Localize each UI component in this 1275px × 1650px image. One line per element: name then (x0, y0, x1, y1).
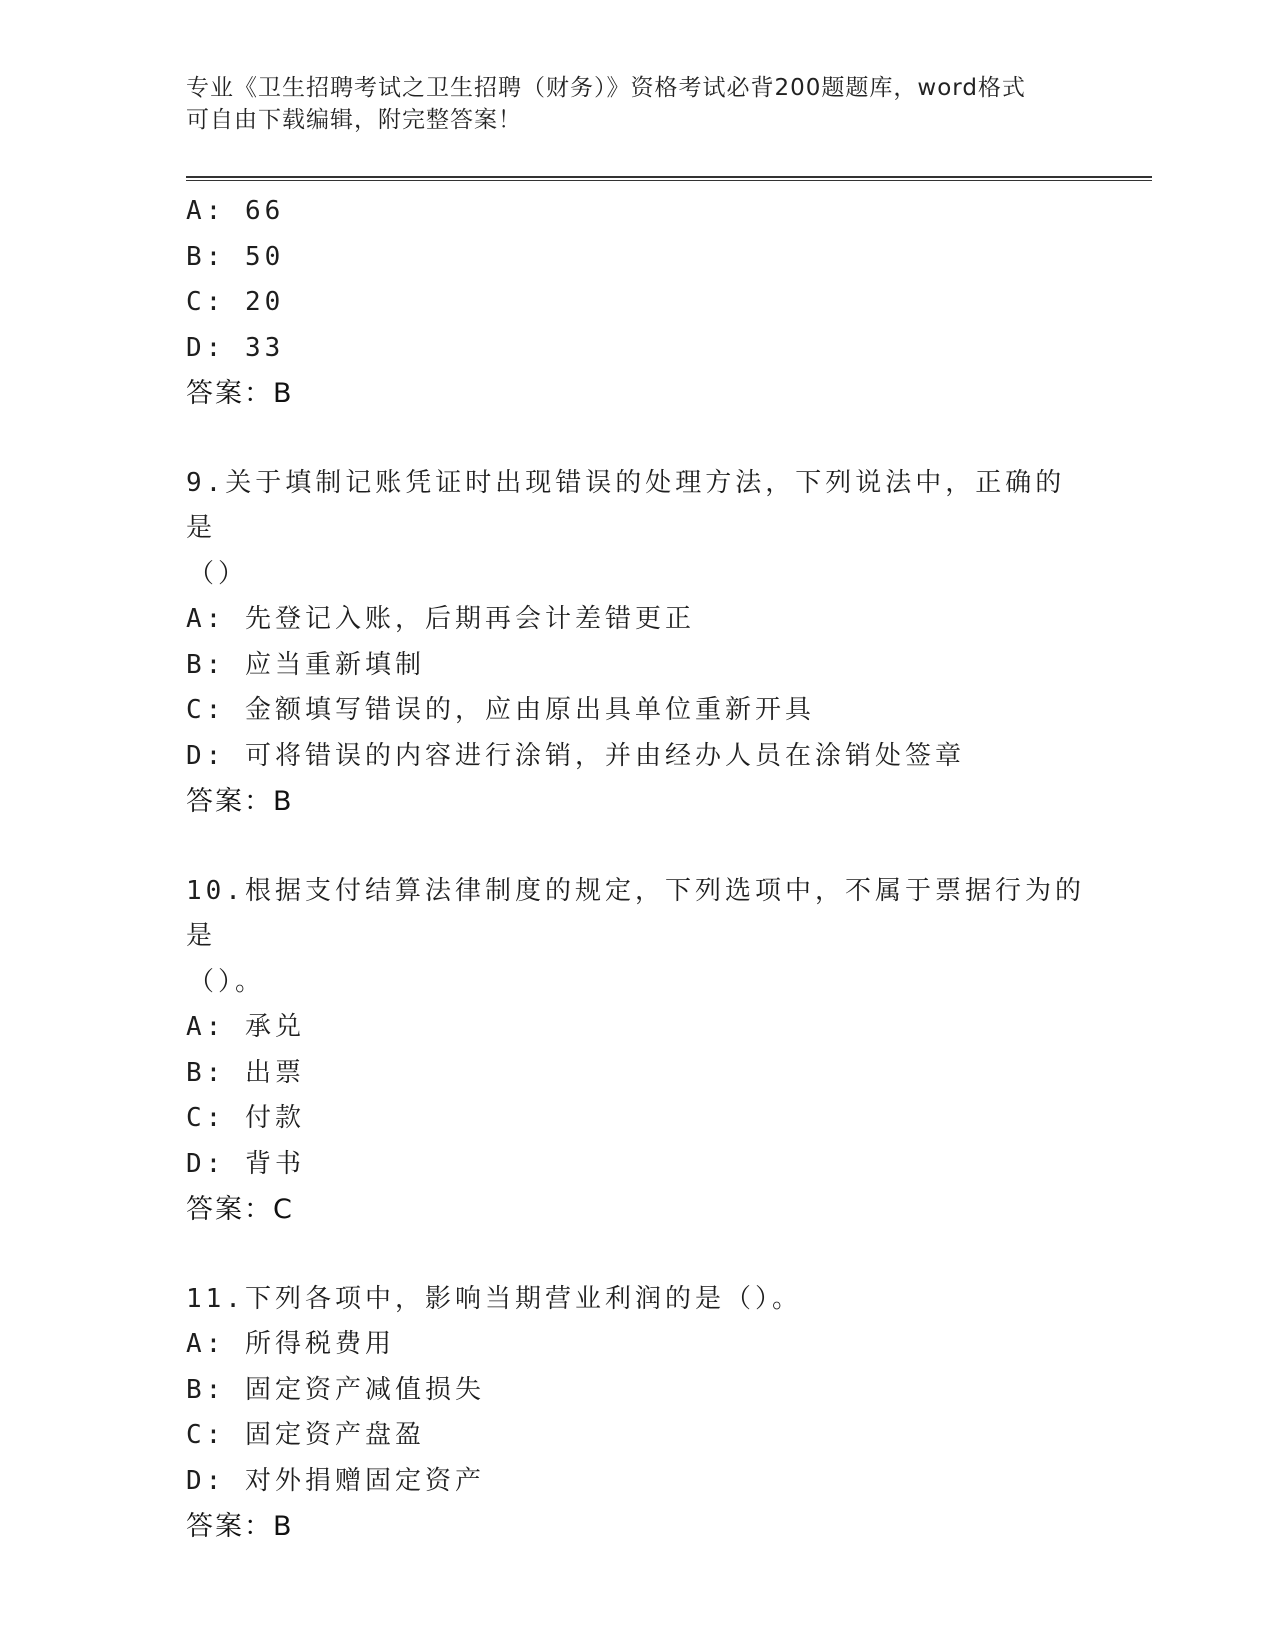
header-line-2: 可自由下载编辑，附完整答案！ (186, 107, 522, 133)
option-a: A: 承兑 (186, 1012, 305, 1042)
answer-line: 答案：B (186, 786, 294, 817)
document-header (186, 72, 1066, 136)
question-10 (186, 869, 1086, 1233)
header-divider (186, 176, 1152, 181)
option-a: A: 66 (186, 196, 285, 226)
option-d: D: 对外捐赠固定资产 (186, 1465, 485, 1496)
option-d: D: 背书 (186, 1148, 305, 1179)
question-text: 10.根据支付结算法律制度的规定，下列选项中，不属于票据行为的是 (186, 875, 1085, 951)
answer-line: 答案：B (186, 1511, 294, 1542)
option-d: D: 33 (186, 332, 285, 363)
question-list (186, 189, 1086, 1550)
question-11 (186, 1277, 1086, 1550)
question-text-cont: （） (188, 558, 249, 589)
question-text: 9.关于填制记账凭证时出现错误的处理方法，下列说法中，正确的是 (186, 467, 1066, 543)
option-b: B: 固定资产减值损失 (186, 1374, 485, 1405)
option-c: C: 20 (186, 287, 285, 317)
option-c: C: 金额填写错误的，应由原出具单位重新开具 (186, 695, 815, 725)
answer-line: 答案：C (186, 1194, 294, 1225)
header-line-1: 专业《卫生招聘考试之卫生招聘（财务）》资格考试必背200题题库，word格式 (186, 75, 1026, 101)
option-c: C: 固定资产盘盈 (186, 1420, 425, 1450)
option-b: B: 出票 (186, 1057, 305, 1088)
option-b: B: 应当重新填制 (186, 649, 425, 680)
option-d: D: 可将错误的内容进行涂销，并由经办人员在涂销处签章 (186, 740, 965, 771)
answer-line: 答案：B (186, 378, 294, 409)
question-text-cont: （）。 (188, 966, 266, 997)
option-a: A: 先登记入账，后期再会计差错更正 (186, 604, 695, 634)
option-b: B: 50 (186, 241, 285, 272)
option-a: A: 所得税费用 (186, 1329, 395, 1359)
question-8 (186, 189, 1086, 417)
option-c: C: 付款 (186, 1103, 305, 1133)
question-9 (186, 461, 1086, 825)
question-text: 11.下列各项中，影响当期营业利润的是（）。 (186, 1283, 802, 1314)
